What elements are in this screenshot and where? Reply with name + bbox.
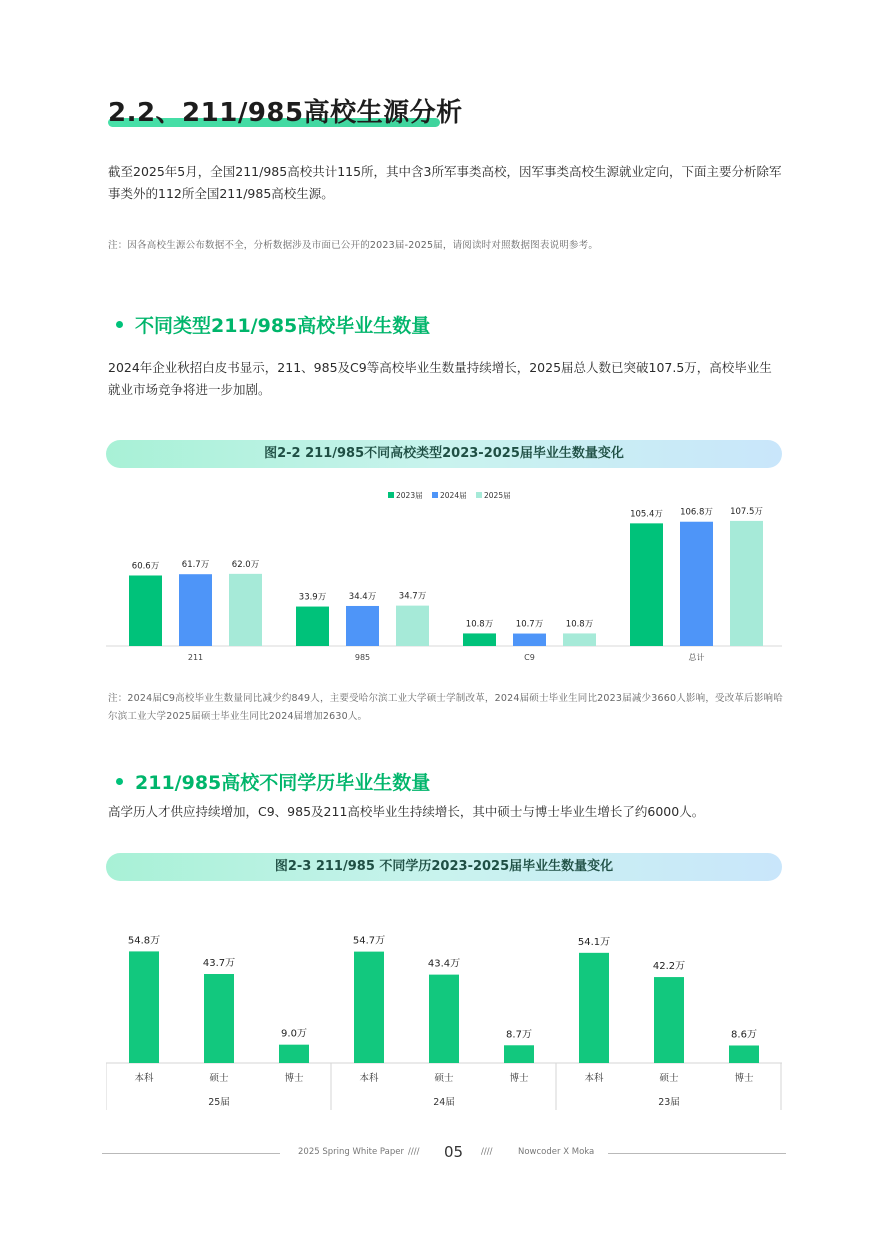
footer-sep-left: //// [408,1147,420,1157]
data-label: 43.7万 [202,958,236,970]
bullet-icon [116,321,123,328]
bar-25届-硕士 [204,974,234,1063]
data-label: 33.9万 [298,592,327,603]
bar-985-2024届 [346,606,379,646]
bar-211-2025届 [229,574,262,646]
data-label: 42.2万 [652,961,686,973]
subheading-type [116,311,430,338]
footer-rule-right [608,1153,786,1154]
bar-985-2023届 [296,607,329,646]
bar-24届-博士 [504,1045,534,1063]
footer-left-text: 2025 Spring White Paper [298,1147,404,1157]
legend-swatch-1 [432,492,438,498]
bar-23届-博士 [729,1045,759,1063]
page-number: 05 [444,1143,464,1161]
data-label: 54.7万 [352,935,386,947]
data-label: 106.8万 [680,507,713,518]
bar-23届-本科 [579,953,609,1063]
category-label-本科: 本科 [359,1073,379,1084]
chart-degree-graduates [106,920,786,1115]
legend-label-0: 2023届 [396,491,423,500]
category-label-硕士: 硕士 [434,1073,454,1084]
legend-swatch-2 [476,492,482,498]
data-label: 34.7万 [398,591,427,602]
category-label-博士: 博士 [734,1073,754,1084]
legend-label-1: 2024届 [440,491,467,500]
data-note: 注：因各高校生源公布数据不全，分析数据涉及市面已公开的2023届-2025届，请阅读时对照数据图表说明参考。 [108,240,599,251]
data-label: 8.6万 [731,1029,757,1041]
category-label-本科: 本科 [134,1073,154,1084]
data-label: 34.4万 [348,591,377,602]
category-label-博士: 博士 [284,1073,304,1084]
data-label: 60.6万 [131,561,160,572]
intro-paragraph: 截至2025年5月，全国211/985高校共计115所，其中含3所军事类高校，因军事类高校生源就业定向，下面主要分析除军事类外的112所全国211/985高校生源。 [108,164,782,201]
bar-24届-本科 [354,952,384,1063]
data-label: 9.0万 [281,1028,307,1040]
bar-C9-2025届 [563,633,596,646]
group-label-25届: 25届 [208,1097,230,1108]
group-label-23届: 23届 [658,1097,680,1108]
data-label: 10.7万 [515,619,544,630]
legend-label-2: 2025届 [484,491,511,500]
bar-23届-硕士 [654,977,684,1063]
footer-sep-right: //// [481,1147,493,1157]
category-label-总计: 总计 [688,653,705,662]
chart1-note: 注：2024届C9高校毕业生数量同比减少约849人，主要受哈尔滨工业大学硕士学制改革，2024届硕士毕业生同比2023届减少3660人影响，受改革后影响哈尔滨工业大学2025届硕士毕业生同比2024届增加2630人。 [108,693,783,722]
bar-985-2025届 [396,606,429,646]
group-label-24届: 24届 [433,1097,455,1108]
bullet-icon [116,778,123,785]
bar-24届-硕士 [429,975,459,1063]
legend-swatch-0 [388,492,394,498]
category-label-C9: C9 [524,653,535,662]
bar-25届-本科 [129,951,159,1063]
category-label-硕士: 硕士 [209,1073,229,1084]
bar-25届-博士 [279,1045,309,1063]
bar-总计-2024届 [680,522,713,646]
data-label: 10.8万 [465,619,494,630]
data-label: 54.1万 [577,936,611,948]
subheading-type-label: 不同类型211/985高校毕业生数量 [135,315,431,337]
footer-right-text: Nowcoder X Moka [518,1147,595,1157]
subheading-degree-label: 211/985高校不同学历毕业生数量 [135,772,431,794]
bar-C9-2023届 [463,633,496,646]
data-label: 107.5万 [730,506,763,517]
category-label-博士: 博士 [509,1073,529,1084]
section-title: 2.2、211/985高校生源分析 [108,98,463,128]
subheading-degree [116,768,430,795]
data-label: 8.7万 [506,1029,532,1041]
chart-type-graduates [106,478,786,678]
data-label: 105.4万 [630,509,663,520]
degree-paragraph: 高学历人才供应持续增加，C9、985及211高校毕业生持续增长，其中硕士与博士毕业生增长了约6000人。 [108,804,705,819]
category-label-本科: 本科 [584,1073,604,1084]
data-label: 54.8万 [127,935,161,947]
data-label: 61.7万 [181,560,210,571]
chart1-title-banner: 图2-2 211/985不同高校类型2023-2025届毕业生数量变化 [106,440,782,468]
bar-总计-2025届 [730,521,763,646]
bar-211-2023届 [129,575,162,646]
bar-总计-2023届 [630,523,663,646]
data-label: 62.0万 [231,559,260,570]
data-label: 43.4万 [427,958,461,970]
category-label-985: 985 [354,653,371,662]
data-label: 10.8万 [565,619,594,630]
category-label-硕士: 硕士 [659,1073,679,1084]
type-paragraph: 2024年企业秋招白皮书显示，211、985及C9等高校毕业生数量持续增长，2025届总人数已突破107.5万，高校毕业生就业市场竞争将进一步加剧。 [108,360,772,397]
chart2-title-banner: 图2-3 211/985 不同学历2023-2025届毕业生数量变化 [106,853,782,881]
footer-rule-left [102,1153,280,1154]
category-label-211: 211 [187,653,204,662]
bar-C9-2024届 [513,634,546,646]
bar-211-2024届 [179,574,212,646]
